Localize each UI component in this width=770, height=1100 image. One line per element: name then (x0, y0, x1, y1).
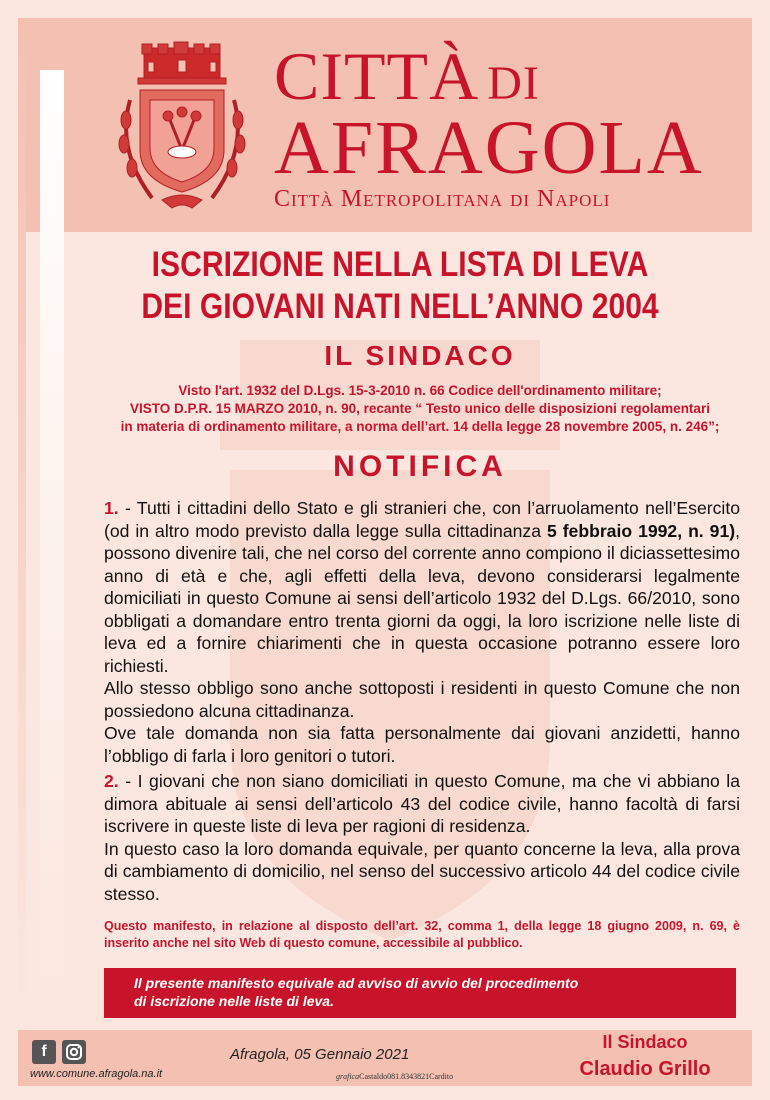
sindaco-title: IL SINDACO (324, 340, 516, 371)
date-place: Afragola, 05 Gennaio 2021 (230, 1046, 410, 1063)
header-afragola-title: AFRAGOLA (274, 106, 704, 190)
facebook-icon[interactable]: f (32, 1040, 56, 1064)
left-gradient-bar (40, 70, 64, 990)
avviso-line-2: di iscrizione nelle liste di leva. (134, 993, 334, 1009)
header-citta: CITTÀ (274, 38, 480, 114)
headline-line-1: ISCRIZIONE NELLA LISTA DI LEVA (151, 245, 649, 284)
website-link[interactable]: www.comune.afragola.na.it (30, 1068, 163, 1080)
left-stripe (18, 18, 26, 1028)
grafica-label: grafica (336, 1072, 360, 1081)
headline-line-2: DEI GIOVANI NATI NELL’ANNO 2004 (141, 287, 659, 326)
visto-block (80, 382, 760, 436)
paragraph-1-bold: 5 febbraio 1992, n. 91) (546, 520, 736, 541)
paragraph-1-text-a: - Tutti i cittadini dello Stato e gli stranieri che, con l’arruolamento nell’Esercito (od in altro modo previsto dalla legge sulla cittadinanza (104, 498, 740, 541)
paragraph-1-text-b: , possono divenire tali, che nel corso del corrente anno compiono il diciassettesimo anno di età e che, agli effetti della leva, devono considerarsi legalmente domiciliati in questo Comune ai sensi dell’articolo 1932 del D.Lgs. 66/2010, sono obbligati a domandare entro trenta giorni da oggi, la loro iscrizione nelle liste di leva ed a fornire chiarimenti che in questa occasione potranno essere loro richiesti. (104, 520, 740, 676)
paragraph-2-text-b: In questo caso la loro domanda equivale, per quanto concerne la leva, alla prova di cambiamento di domicilio, nel senso del successivo articolo 44 del codice civile stesso. (104, 838, 740, 904)
paragraph-1 (104, 497, 740, 767)
city-crest-icon (112, 40, 252, 210)
visto-line-1: Visto l'art. 1932 del D.Lgs. 15-3-2010 n. 66 Codice dell'ordinamento militare; (178, 383, 662, 398)
visto-line-3: in materia di ordinamento militare, a norma dell’art. 14 della legge 28 novembre 2005, n. 246”; (120, 419, 720, 434)
header-metropolitana: Città Metropolitana di Napoli (274, 186, 611, 212)
instagram-icon[interactable] (62, 1040, 86, 1064)
signature-role: Il Sindaco (602, 1032, 688, 1052)
social-icons (32, 1040, 86, 1064)
visto-line-2: VISTO D.P.R. 15 MARZO 2010, n. 90, recante “ Testo unico delle disposizioni regolamentari (130, 401, 710, 416)
signature-name: Claudio Grillo (579, 1058, 711, 1080)
manifesto-note: Questo manifesto, in relazione al disposto dell’art. 32, comma 1, della legge 18 giugno 2009, n. 69, è inserito anche nel sito Web di questo comune, accessibile al pubblico. (104, 919, 740, 950)
paragraph-1-text-c: Allo stesso obbligo sono anche sottoposti i residenti in questo Comune che non possiedono alcuna cittadinanza. (104, 678, 740, 721)
notifica-title: NOTIFICA (333, 450, 507, 483)
avviso-line-1: Il presente manifesto equivale ad avviso di avvio del procedimento (134, 975, 579, 991)
paragraph-2 (104, 770, 740, 905)
paragraph-1-number: 1. (104, 498, 119, 518)
paragraph-2-text-a: - I giovani che non siano domiciliati in questo Comune, ma che vi abbiano la dimora abituale ai sensi dell’articolo 43 del codice civile, hanno facoltà di farsi iscrivere in queste liste di leva per ragioni di residenza. (104, 771, 740, 836)
grafica-credit (336, 1072, 453, 1081)
grafica-text: Castaldo081.8343821Cardito (359, 1072, 454, 1081)
paragraph-2-number: 2. (104, 771, 119, 791)
header-di: DI (487, 57, 540, 110)
paragraph-1-text-d: Ove tale domanda non sia fatta personalmente dai giovani anzidetti, hanno l’obbligo di farla i loro genitori o tutori. (104, 723, 740, 766)
avviso-box (104, 968, 736, 1018)
